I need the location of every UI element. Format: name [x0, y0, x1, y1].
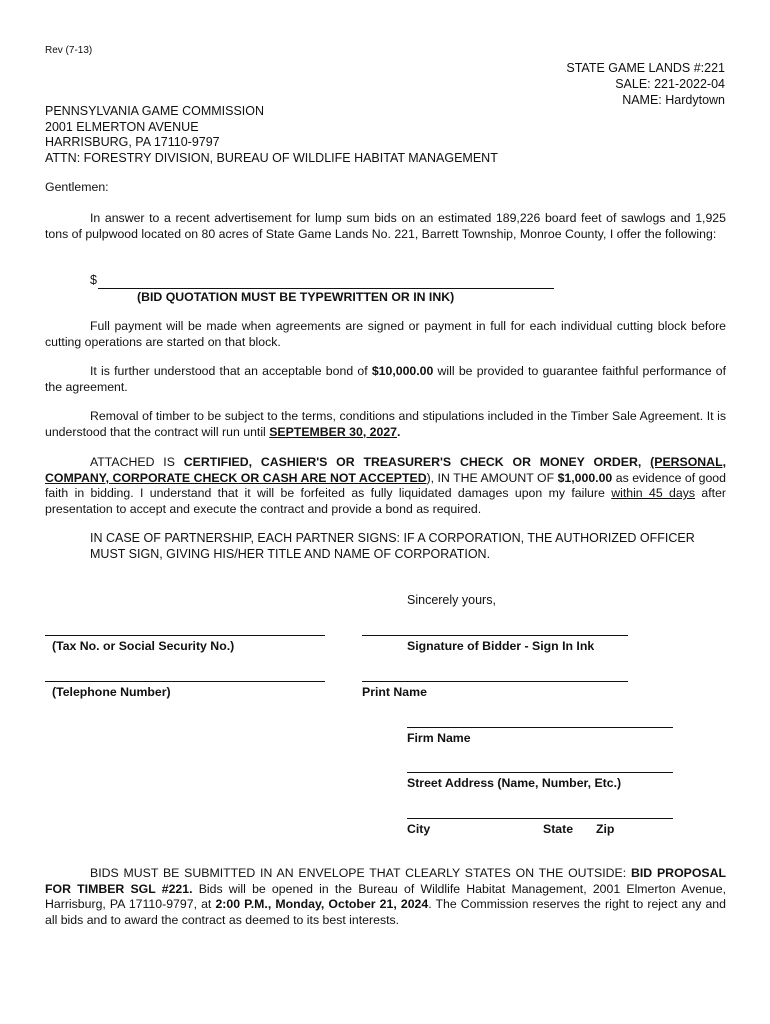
envelope-label-text: BID PROPOSAL FOR TIMBER SGL #	[45, 866, 726, 896]
dollar-sign: $	[90, 273, 97, 287]
deadline-days: within 45 days	[611, 486, 696, 500]
sale-number: SALE: 221-2022-04	[615, 77, 725, 91]
not-accepted-payment-types: (PERSONAL, COMPANY, CORPORATE CHECK OR CASH ARE NOT ACCEPTED	[45, 455, 726, 485]
sgl-number: STATE GAME LANDS #:221	[566, 61, 725, 75]
revision-label: Rev (7-13)	[45, 45, 93, 56]
sale-info-block	[566, 60, 725, 108]
print-name-label: Print Name	[362, 685, 427, 699]
firm-name-line[interactable]	[407, 727, 673, 728]
bond-text-pre: It is further understood that an acceptable bond of	[90, 364, 372, 378]
final-text-1: BIDS MUST BE SUBMITTED IN AN ENVELOPE THAT CLEARLY STATES ON THE OUTSIDE:	[90, 866, 631, 880]
tax-no-line[interactable]	[45, 635, 325, 636]
sale-name: NAME: Hardytown	[622, 93, 725, 107]
signature-label: Signature of Bidder - Sign In Ink	[407, 639, 595, 653]
zip-label: Zip	[596, 822, 615, 836]
tax-no-label: (Tax No. or Social Security No.)	[52, 639, 235, 653]
bond-amount: $10,000.00	[371, 364, 434, 378]
final-text-4: Bids will be opened in the Bureau of Wildlife Habitat Management, 2001 Elmerton Avenue, Harrisburg, PA 17110-9797, at	[45, 881, 726, 911]
firm-name-label: Firm Name	[407, 731, 471, 745]
deposit-amount: $1,000.00	[557, 470, 613, 485]
attached-text-8: after presentation to accept and execute the contract and provide a bond as required.	[45, 486, 727, 516]
telephone-label: (Telephone Number)	[52, 685, 171, 699]
attached-paragraph	[45, 455, 726, 517]
recipient-address	[45, 104, 498, 166]
bid-quotation-note: (BID QUOTATION MUST BE TYPEWRITTEN OR IN INK)	[137, 290, 455, 304]
salutation: Gentlemen:	[45, 180, 109, 194]
address-line-3: HARRISBURG, PA 17110-9797	[45, 135, 220, 149]
accepted-payment-types: CERTIFIED, CASHIER'S OR TREASURER'S CHECK OR MONEY ORDER,	[183, 455, 651, 469]
signature-line[interactable]	[362, 635, 628, 636]
attached-text-6: as evidence of good faith in bidding. I understand that it will be forfeited as fully liquidated damages upon my failure	[45, 470, 726, 500]
removal-paragraph	[45, 409, 726, 440]
removal-text-pre: Removal of timber to be subject to the terms, conditions and stipulations included in the Timber Sale Agreement. It is understood that the contract will run until	[45, 409, 726, 439]
bid-opening-datetime: 2:00 P.M., Monday, October 21, 2024	[215, 897, 429, 911]
address-line-1: PENNSYLVANIA GAME COMMISSION	[45, 104, 265, 118]
intro-paragraph: In answer to a recent advertisement for lump sum bids on an estimated 189,226 board feet of sawlogs and 1,925 tons of pulpwood located on 80 acres of State Game Lands No. 221, Barrett Township, Monroe County, I offer the following:	[45, 211, 726, 241]
attached-text-4: ), IN THE AMOUNT OF	[426, 470, 558, 485]
envelope-sgl-number: 221.	[168, 881, 193, 896]
attached-text-1: ATTACHED IS	[90, 455, 184, 469]
bond-text-post: will be provided to guarantee faithful performance of the agreement.	[45, 364, 726, 394]
closing-text: Sincerely yours,	[407, 593, 496, 607]
street-address-line[interactable]	[407, 772, 673, 773]
state-label: State	[543, 822, 574, 836]
address-line-2: 2001 ELMERTON AVENUE	[45, 119, 199, 134]
city-label: City	[407, 822, 431, 836]
removal-text-post: .	[397, 424, 401, 439]
partnership-instructions: IN CASE OF PARTNERSHIP, EACH PARTNER SIGNS: IF A CORPORATION, THE AUTHORIZED OFFICER MUST SIGN, GIVING HIS/HER TITLE AND NAME OF CORPORATION.	[90, 531, 695, 561]
telephone-line[interactable]	[45, 681, 325, 682]
bond-paragraph	[45, 364, 726, 395]
bid-amount-field[interactable]	[98, 272, 554, 289]
submission-instructions	[45, 866, 726, 928]
payment-paragraph: Full payment will be made when agreements are signed or payment in full for each individual cutting block before cutting operations are started on that block.	[45, 319, 726, 349]
final-text-6: . The Commission reserves the right to reject any and all bids and to award the contract as deemed to its best interests.	[45, 897, 726, 927]
contract-end-date: SEPTEMBER 30, 2027	[269, 424, 398, 439]
address-line-4: ATTN: FORESTRY DIVISION, BUREAU OF WILDLIFE HABITAT MANAGEMENT	[45, 150, 498, 165]
street-address-label: Street Address (Name, Number, Etc.)	[407, 776, 622, 790]
city-state-zip-line[interactable]	[407, 818, 673, 819]
print-name-line[interactable]	[362, 681, 628, 682]
